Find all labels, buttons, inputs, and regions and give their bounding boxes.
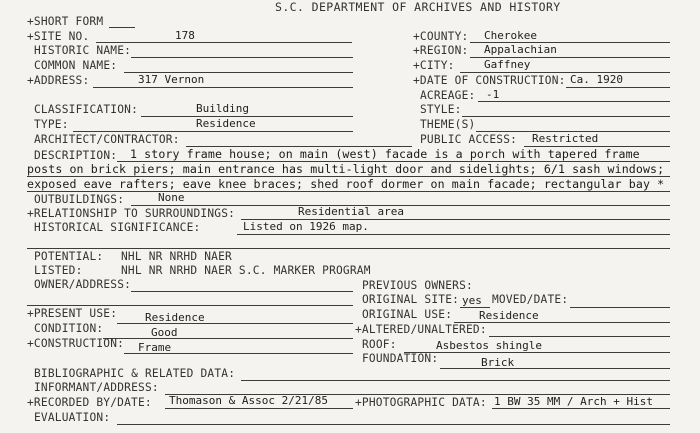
listed-label: LISTED: — [34, 264, 83, 277]
description-rule-3 — [27, 191, 670, 192]
public-access-value: Restricted — [532, 132, 599, 145]
previous-owners-label: PREVIOUS OWNERS: — [362, 279, 473, 292]
significance-line — [237, 234, 670, 235]
recorded-by-line — [165, 408, 353, 409]
historic-name-label: HISTORIC NAME: — [34, 44, 132, 57]
short-form-line — [109, 27, 135, 28]
construction-label: +CONSTRUCTION: — [27, 337, 125, 350]
listed-options: NHL NR NRHD NAER S.C. MARKER PROGRAM — [121, 264, 371, 277]
significance-line-2 — [27, 248, 670, 249]
photographic-label: +PHOTOGRAPHIC DATA: — [355, 396, 487, 409]
relationship-label: +RELATIONSHIP TO SURROUNDINGS: — [27, 207, 236, 220]
photographic-value: 1 BW 35 MM / Arch + Hist — [494, 395, 653, 408]
address-label: +ADDRESS: — [27, 74, 90, 87]
public-access-label: PUBLIC ACCESS: — [420, 133, 518, 146]
historic-name-line — [131, 57, 353, 58]
owner-address-label: OWNER/ADDRESS: — [34, 278, 132, 291]
potential-options: NHL NR NRHD NAER — [121, 250, 232, 263]
moved-date-line — [570, 307, 670, 308]
city-label: +CITY: — [413, 59, 455, 72]
present-use-value: Residence — [145, 311, 205, 324]
altered-label: +ALTERED/UNALTERED: — [355, 323, 487, 336]
photographic-line — [492, 408, 670, 409]
roof-line — [404, 352, 670, 353]
foundation-value: Brick — [481, 356, 515, 369]
site-no-line — [96, 42, 352, 43]
present-use-label: +PRESENT USE: — [27, 307, 118, 320]
original-site-line — [460, 307, 490, 308]
recorded-by-label: +RECORDED BY/DATE: — [27, 396, 152, 409]
date-construction-line — [566, 87, 670, 88]
altered-line — [489, 336, 670, 337]
description-line-3: exposed eave rafters; eave knee braces; shed roof dormer on main facade; rectangular bay * — [27, 177, 665, 191]
significance-value: Listed on 1926 map. — [243, 220, 369, 233]
original-site-label: ORIGINAL SITE: — [362, 293, 460, 306]
original-use-label: ORIGINAL USE: — [362, 308, 453, 321]
themes-label: THEME(S) — [420, 118, 476, 131]
potential-label: POTENTIAL: — [34, 250, 104, 263]
evaluation-label: EVALUATION: — [34, 411, 111, 424]
bibliographic-label: BIBLIOGRAPHIC & RELATED DATA: — [34, 367, 236, 380]
foundation-label: FOUNDATION: — [362, 352, 439, 365]
description-line-1: 1 story frame house; on main (west) facade is a porch with tapered frame — [130, 147, 640, 161]
condition-line — [103, 338, 353, 339]
outbuildings-label: OUTBUILDINGS: — [34, 193, 125, 206]
site-no-value: 178 — [175, 29, 195, 42]
architect-label: ARCHITECT/CONTRACTOR: — [34, 133, 180, 146]
date-construction-label: +DATE OF CONSTRUCTION: — [413, 74, 566, 87]
acreage-value: -1 — [486, 88, 500, 101]
classification-value: Building — [196, 102, 249, 115]
type-line — [73, 131, 353, 132]
acreage-label: ACREAGE: — [420, 89, 476, 102]
region-value: Appalachian — [484, 43, 557, 56]
present-use-line — [117, 323, 353, 324]
address-value: 317 Vernon — [138, 73, 205, 86]
original-use-value: Residence — [479, 309, 539, 322]
construction-value: Frame — [138, 341, 172, 354]
relationship-value: Residential area — [298, 205, 404, 218]
city-line — [460, 72, 670, 73]
roof-label: ROOF: — [362, 338, 397, 351]
county-value: Cherokee — [484, 29, 537, 42]
type-label: TYPE: — [34, 118, 69, 131]
classification-label: CLASSIFICATION: — [34, 103, 139, 116]
common-name-label: COMMON NAME: — [34, 59, 118, 72]
bibliographic-line — [241, 380, 670, 381]
description-label: DESCRIPTION: — [34, 149, 118, 162]
condition-value: Good — [151, 326, 178, 339]
description-line-2: posts on brick piers; main entrance has multi-light door and sidelights; 6/1 sash windows; — [27, 162, 665, 176]
evaluation-line — [117, 424, 670, 425]
style-line — [462, 116, 670, 117]
short-form-label: +SHORT FORM — [27, 15, 104, 28]
date-construction-value: Ca. 1920 — [570, 73, 623, 86]
original-site-value: yes — [462, 294, 482, 307]
outbuildings-value: None — [158, 191, 185, 204]
city-value: Gaffney — [484, 58, 531, 71]
county-label: +COUNTY: — [413, 30, 469, 43]
roof-value: Asbestos shingle — [436, 339, 542, 352]
recorded-by-value: Thomason & Assoc 2/21/85 — [169, 394, 328, 407]
style-label: STYLE: — [420, 103, 462, 116]
significance-label: HISTORICAL SIGNIFICANCE: — [34, 221, 201, 234]
construction-line — [124, 353, 353, 354]
informant-label: INFORMANT/ADDRESS: — [34, 381, 159, 394]
address-line — [93, 87, 353, 88]
owner-address-line-2 — [27, 305, 353, 306]
foundation-line — [440, 368, 670, 369]
owner-address-line — [131, 291, 353, 292]
type-value: Residence — [196, 117, 256, 130]
form-header: S.C. DEPARTMENT OF ARCHIVES AND HISTORY — [275, 0, 561, 14]
moved-date-label: MOVED/DATE: — [492, 293, 569, 306]
site-no-label: +SITE NO. — [27, 30, 90, 43]
acreage-line — [478, 101, 670, 102]
region-label: +REGION: — [413, 44, 469, 57]
condition-label: CONDITION: — [34, 322, 104, 335]
